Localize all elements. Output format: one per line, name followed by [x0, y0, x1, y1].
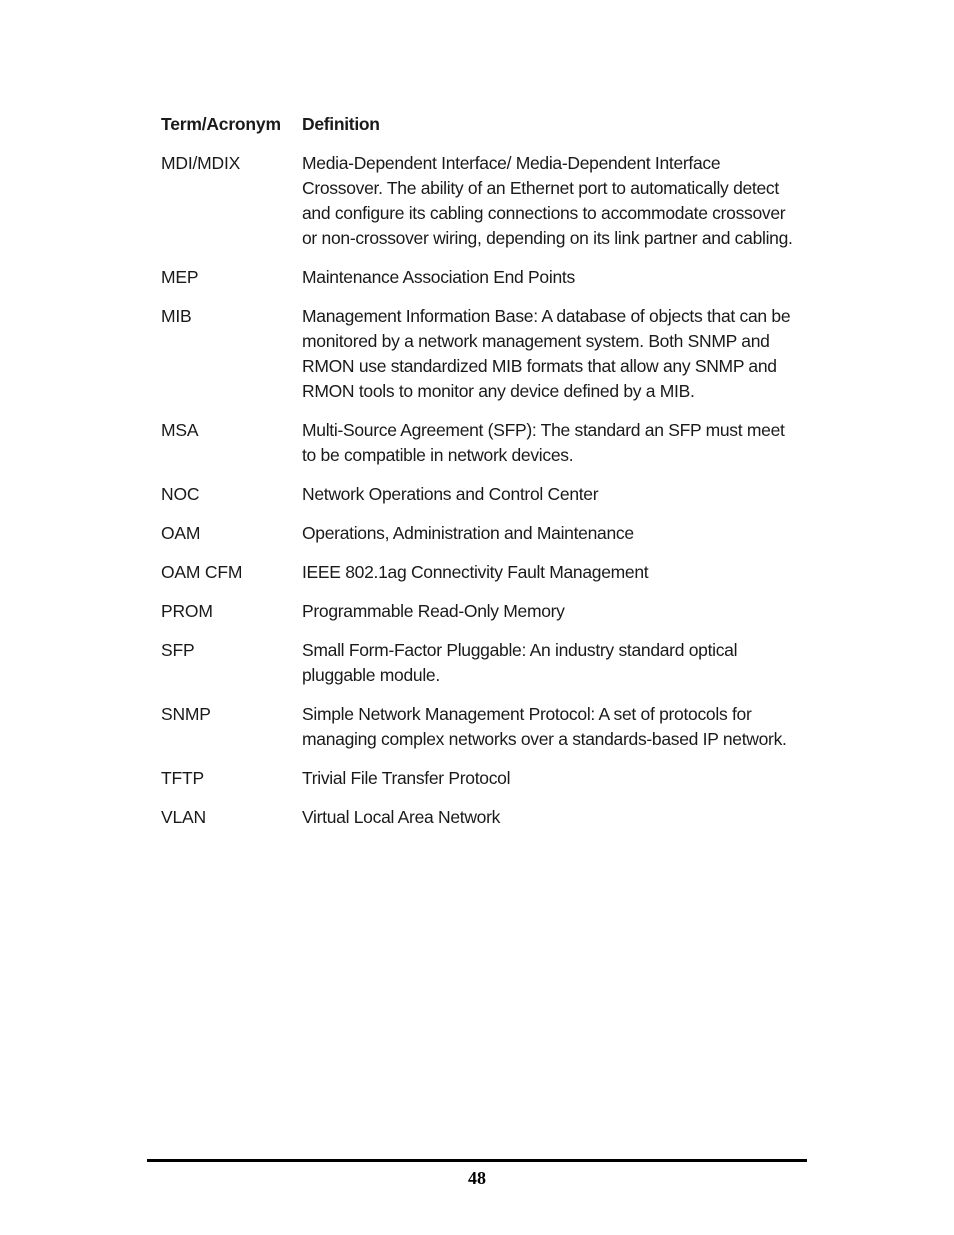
term: SFP	[161, 640, 195, 660]
term: PROM	[161, 601, 213, 621]
definition: Maintenance Association End Points	[302, 267, 575, 287]
page-number: 48	[468, 1168, 486, 1188]
glossary-row-mdi-mdix	[161, 151, 811, 251]
glossary-row-oam	[161, 521, 811, 546]
term: NOC	[161, 484, 200, 504]
glossary-row-prom	[161, 599, 811, 624]
glossary-row-msa	[161, 418, 811, 468]
term: MIB	[161, 306, 192, 326]
term: OAM	[161, 523, 201, 543]
definition: Operations, Administration and Maintenance	[302, 523, 634, 543]
definition: Multi-Source Agreement (SFP): The standard an SFP must meet to be compatible in network devices.	[302, 420, 785, 465]
footer-divider	[147, 1159, 807, 1162]
glossary-row-sfp	[161, 638, 811, 688]
definition-column-header: Definition	[302, 114, 380, 134]
definition: Network Operations and Control Center	[302, 484, 599, 504]
term: MDI/MDIX	[161, 153, 241, 173]
definition: IEEE 802.1ag Connectivity Fault Management	[302, 562, 649, 582]
term: SNMP	[161, 704, 211, 724]
term-column-header: Term/Acronym	[161, 114, 281, 134]
term: VLAN	[161, 807, 206, 827]
glossary-table	[161, 112, 811, 844]
term: TFTP	[161, 768, 204, 788]
definition: Trivial File Transfer Protocol	[302, 768, 511, 788]
term: MSA	[161, 420, 199, 440]
definition: Management Information Base: A database of objects that can be monitored by a network management system. Both SNMP and RMON use standardized MIB formats that allow any SNMP and RMON tools to monitor any device defined by a MIB.	[302, 306, 791, 401]
definition: Programmable Read-Only Memory	[302, 601, 565, 621]
glossary-row-mib	[161, 304, 811, 404]
glossary-row-snmp	[161, 702, 811, 752]
definition: Media-Dependent Interface/ Media-Dependent Interface Crossover. The ability of an Ethernet port to automatically detect and configure its cabling connections to accommodate crossover or non-crossover wiring, depending on its link partner and cabling.	[302, 153, 793, 248]
glossary-row-noc	[161, 482, 811, 507]
term: OAM CFM	[161, 562, 243, 582]
glossary-header-row	[161, 112, 811, 137]
definition: Small Form-Factor Pluggable: An industry standard optical pluggable module.	[302, 640, 738, 685]
term: MEP	[161, 267, 199, 287]
definition: Simple Network Management Protocol: A set of protocols for managing complex networks over a standards-based IP network.	[302, 704, 787, 749]
glossary-row-vlan	[161, 805, 811, 830]
glossary-row-mep	[161, 265, 811, 290]
definition: Virtual Local Area Network	[302, 807, 501, 827]
glossary-row-tftp	[161, 766, 811, 791]
glossary-row-oam-cfm	[161, 560, 811, 585]
